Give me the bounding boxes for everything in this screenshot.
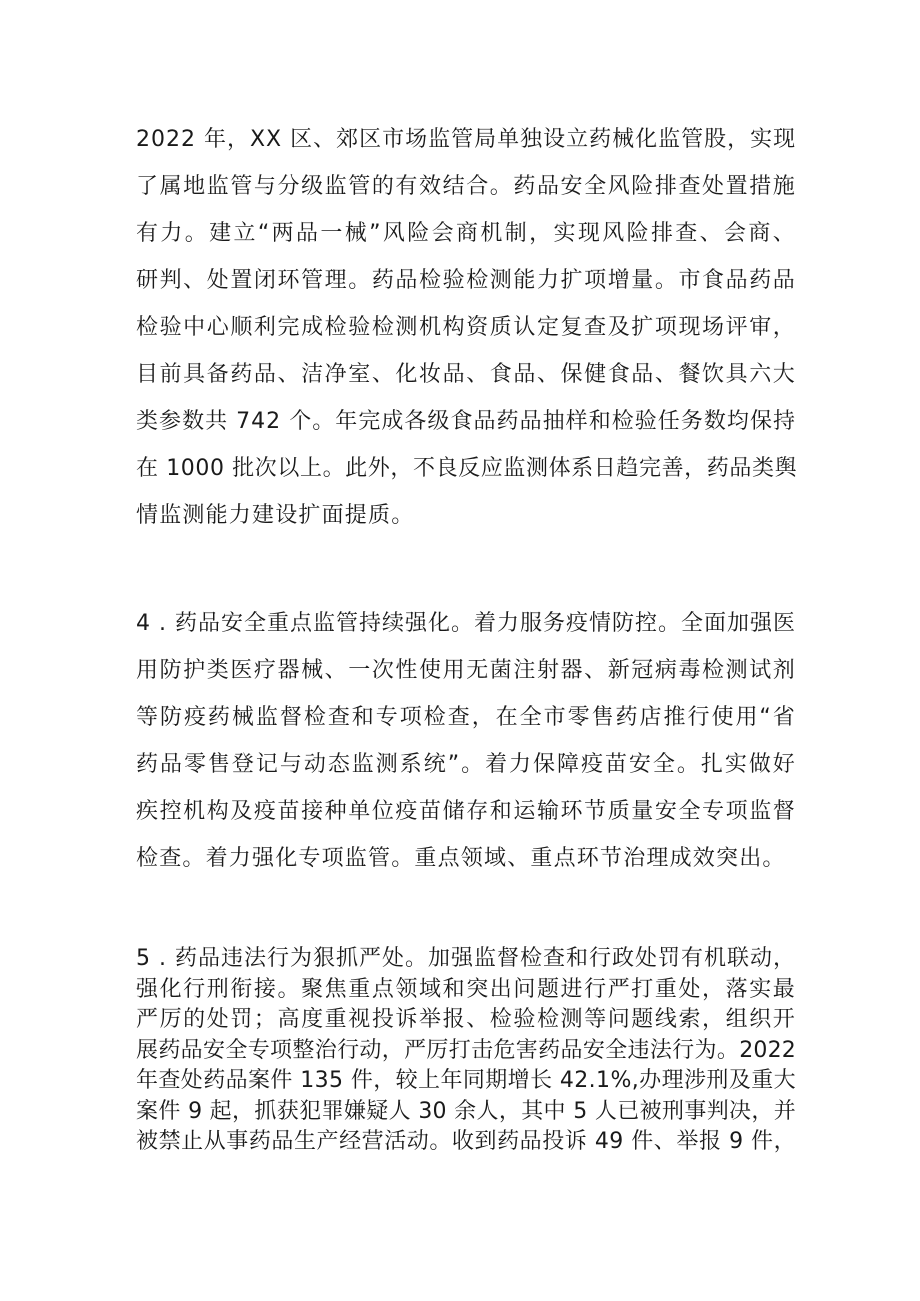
- text-line: 研判、处置闭环管理。药品检验检测能力扩项增量。市食品药品: [136, 268, 796, 293]
- paragraph-3: [136, 944, 796, 1158]
- text-line: 展药品安全专项整治行动，严厉打击危害药品安全违法行为。2022: [136, 1037, 796, 1063]
- text-line: 类参数共 742 个。年完成各级食品药品抽样和检验任务数均保持: [136, 409, 796, 434]
- paragraph-2: [136, 600, 796, 882]
- text-line: 情监测能力建设扩面提质。: [136, 503, 415, 528]
- text-line: 等防疫药械监督检查和专项检查，在全市零售药店推行使用“省: [136, 705, 796, 730]
- paragraph-1: [136, 116, 796, 539]
- text-line: 年查处药品案件 135 件，较上年同期增长 42.1%,办理涉刑及重大: [136, 1068, 796, 1093]
- text-line: 用防护类医疗器械、一次性使用无菌注射器、新冠病毒检测试剂: [136, 658, 796, 683]
- text-line: 了属地监管与分级监管的有效结合。药品安全风险排查处置措施: [136, 174, 796, 199]
- text-line: 药品零售登记与动态监测系统”。着力保障疫苗安全。扎实做好: [136, 752, 796, 777]
- text-line: 强化行刑衔接。聚焦重点领域和突出问题进行严打重处，落实最: [136, 976, 796, 1002]
- text-line: 被禁止从事药品生产经营活动。收到药品投诉 49 件、举报 9 件，: [136, 1129, 796, 1154]
- text-line: 检查。着力强化专项监管。重点领域、重点环节治理成效突出。: [136, 846, 786, 871]
- text-line: 在 1000 批次以上。此外，不良反应监测体系日趋完善，药品类舆: [136, 456, 798, 481]
- text-line: 案件 9 起，抓获犯罪嫌疑人 30 余人，其中 5 人已被刑事判决，并: [136, 1098, 796, 1124]
- text-line: 检验中心顺利完成检验检测机构资质认定复查及扩项现场评审，: [136, 315, 796, 340]
- text-line: 疾控机构及疫苗接种单位疫苗储存和运输环节质量安全专项监督: [136, 799, 796, 824]
- text-line: 有力。建立“两品一械”风险会商机制，实现风险排查、会商、: [136, 221, 796, 246]
- text-line: 2022 年，XX 区、郊区市场监管局单独设立药械化监管股，实现: [136, 127, 797, 152]
- text-line: 目前具备药品、洁净室、化妆品、食品、保健食品、餐饮具六大: [136, 362, 796, 387]
- text-line: 5 . 药品违法行为狠抓严处。加强监督检查和行政处罚有机联动，: [136, 946, 796, 971]
- text-line: 4 . 药品安全重点监管持续强化。着力服务疫情防控。全面加强医: [136, 611, 796, 636]
- text-line: 严厉的处罚；高度重视投诉举报、检验检测等问题线索，组织开: [136, 1007, 796, 1032]
